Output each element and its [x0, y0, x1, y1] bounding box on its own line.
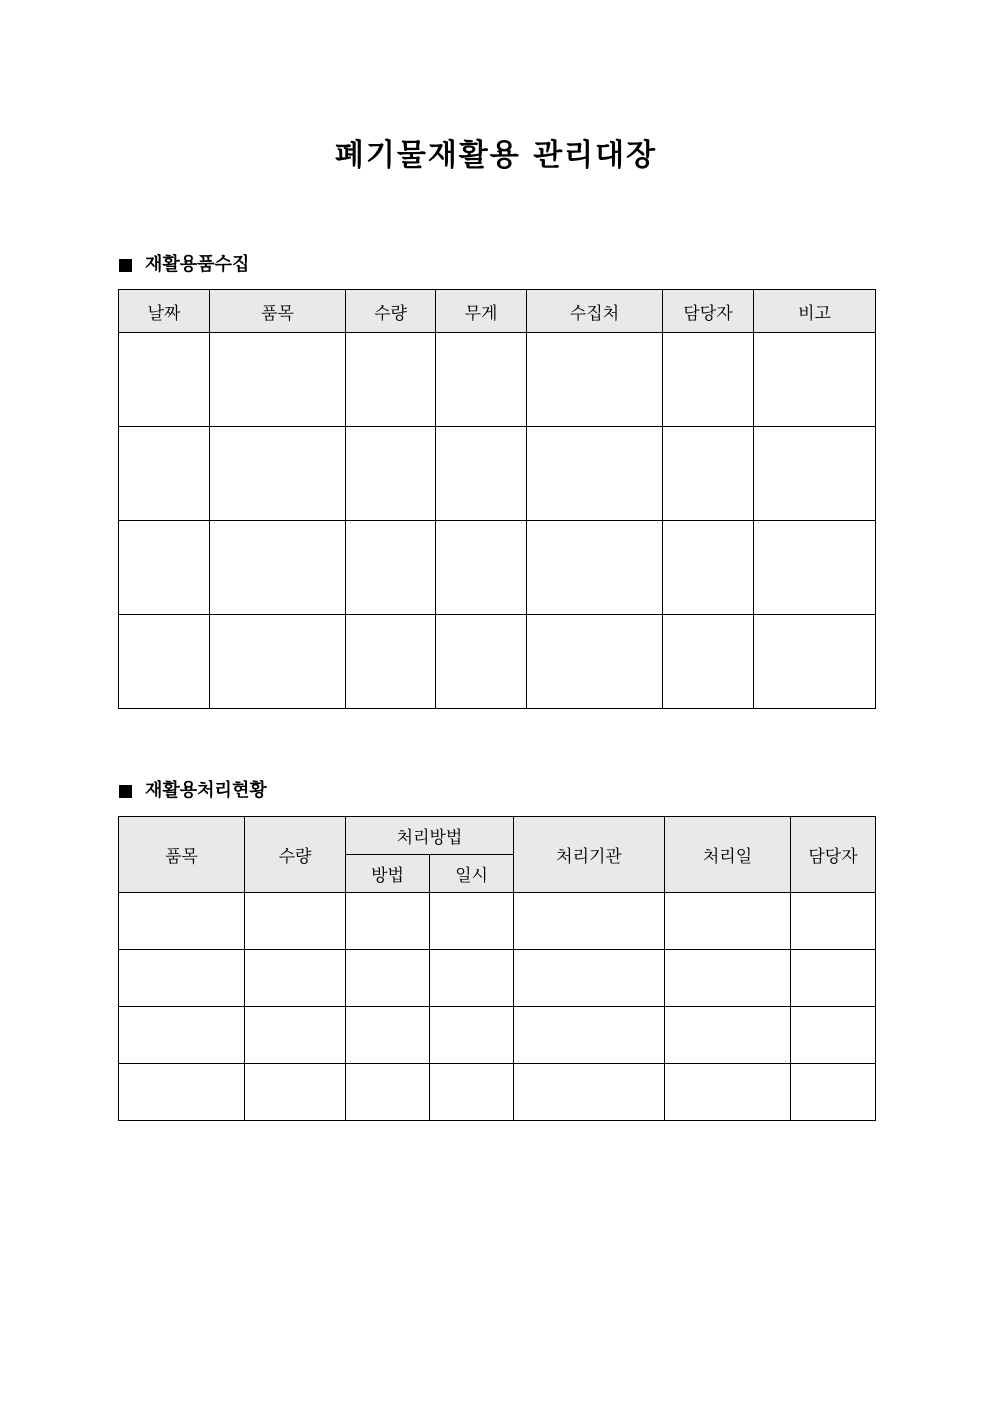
table-cell[interactable] [346, 333, 436, 427]
table-cell[interactable] [663, 427, 754, 521]
table-cell[interactable] [119, 615, 210, 709]
table-row [119, 333, 876, 427]
table-cell[interactable] [791, 893, 876, 950]
section-heading-collection [119, 253, 249, 277]
table-row [119, 521, 876, 615]
table-cell[interactable] [119, 893, 245, 950]
header-item: 품목 [210, 290, 346, 333]
header-processing-date: 처리일 [665, 817, 791, 893]
table-cell[interactable] [210, 333, 346, 427]
table-cell[interactable] [119, 427, 210, 521]
table-row [119, 950, 876, 1007]
table-cell[interactable] [514, 1064, 665, 1121]
table-cell[interactable] [346, 1007, 430, 1064]
square-bullet-icon [119, 259, 132, 272]
header-collection-source: 수집처 [527, 290, 663, 333]
table-cell[interactable] [663, 521, 754, 615]
table-cell[interactable] [346, 1064, 430, 1121]
table-cell[interactable] [663, 333, 754, 427]
table-cell[interactable] [346, 950, 430, 1007]
header-datetime: 일시 [430, 855, 514, 893]
table-cell[interactable] [210, 615, 346, 709]
table-cell[interactable] [754, 521, 876, 615]
table-cell[interactable] [346, 521, 436, 615]
header-weight: 무게 [436, 290, 527, 333]
table-cell[interactable] [791, 950, 876, 1007]
header-manager: 담당자 [663, 290, 754, 333]
page-title: 폐기물재활용 관리대장 [334, 138, 658, 173]
table-cell[interactable] [346, 427, 436, 521]
table-cell[interactable] [754, 427, 876, 521]
section-heading-label: 재활용처리현황 [145, 780, 267, 801]
section-heading-label: 재활용품수집 [145, 254, 250, 275]
table-cell[interactable] [119, 1064, 245, 1121]
section-heading-processing [119, 779, 267, 803]
table-cell[interactable] [791, 1064, 876, 1121]
table-row [119, 893, 876, 950]
table-cell[interactable] [346, 615, 436, 709]
table-cell[interactable] [245, 893, 346, 950]
table-row [119, 615, 876, 709]
header-quantity: 수량 [245, 817, 346, 893]
table-cell[interactable] [210, 427, 346, 521]
table-cell[interactable] [119, 521, 210, 615]
table-cell[interactable] [527, 615, 663, 709]
processing-table [118, 816, 876, 1121]
table-cell[interactable] [527, 521, 663, 615]
table-cell[interactable] [430, 1064, 514, 1121]
header-processing-method-group: 처리방법 [346, 817, 514, 855]
table-cell[interactable] [527, 427, 663, 521]
table-cell[interactable] [754, 615, 876, 709]
header-item: 품목 [119, 817, 245, 893]
header-method: 방법 [346, 855, 430, 893]
square-bullet-icon [119, 785, 132, 798]
table-cell[interactable] [119, 1007, 245, 1064]
header-date: 날짜 [119, 290, 210, 333]
table-header-row [119, 290, 876, 333]
table-cell[interactable] [245, 1064, 346, 1121]
table-cell[interactable] [754, 333, 876, 427]
collection-table [118, 289, 876, 709]
table-cell[interactable] [663, 615, 754, 709]
table-cell[interactable] [514, 1007, 665, 1064]
header-manager: 담당자 [791, 817, 876, 893]
table-cell[interactable] [436, 615, 527, 709]
table-cell[interactable] [119, 950, 245, 1007]
table-cell[interactable] [436, 333, 527, 427]
table-cell[interactable] [210, 521, 346, 615]
table-cell[interactable] [665, 950, 791, 1007]
table-cell[interactable] [527, 333, 663, 427]
table-header-row [119, 817, 876, 855]
table-cell[interactable] [245, 950, 346, 1007]
table-cell[interactable] [245, 1007, 346, 1064]
header-remarks: 비고 [754, 290, 876, 333]
table-cell[interactable] [665, 1064, 791, 1121]
table-cell[interactable] [119, 333, 210, 427]
table-row [119, 1007, 876, 1064]
header-processing-agency: 처리기관 [514, 817, 665, 893]
header-quantity: 수량 [346, 290, 436, 333]
table-cell[interactable] [514, 893, 665, 950]
table-cell[interactable] [430, 893, 514, 950]
table-row [119, 1064, 876, 1121]
table-cell[interactable] [346, 893, 430, 950]
table-row [119, 427, 876, 521]
table-cell[interactable] [514, 950, 665, 1007]
table-cell[interactable] [665, 893, 791, 950]
table-cell[interactable] [665, 1007, 791, 1064]
table-cell[interactable] [430, 1007, 514, 1064]
table-cell[interactable] [791, 1007, 876, 1064]
table-cell[interactable] [436, 521, 527, 615]
table-cell[interactable] [430, 950, 514, 1007]
table-cell[interactable] [436, 427, 527, 521]
